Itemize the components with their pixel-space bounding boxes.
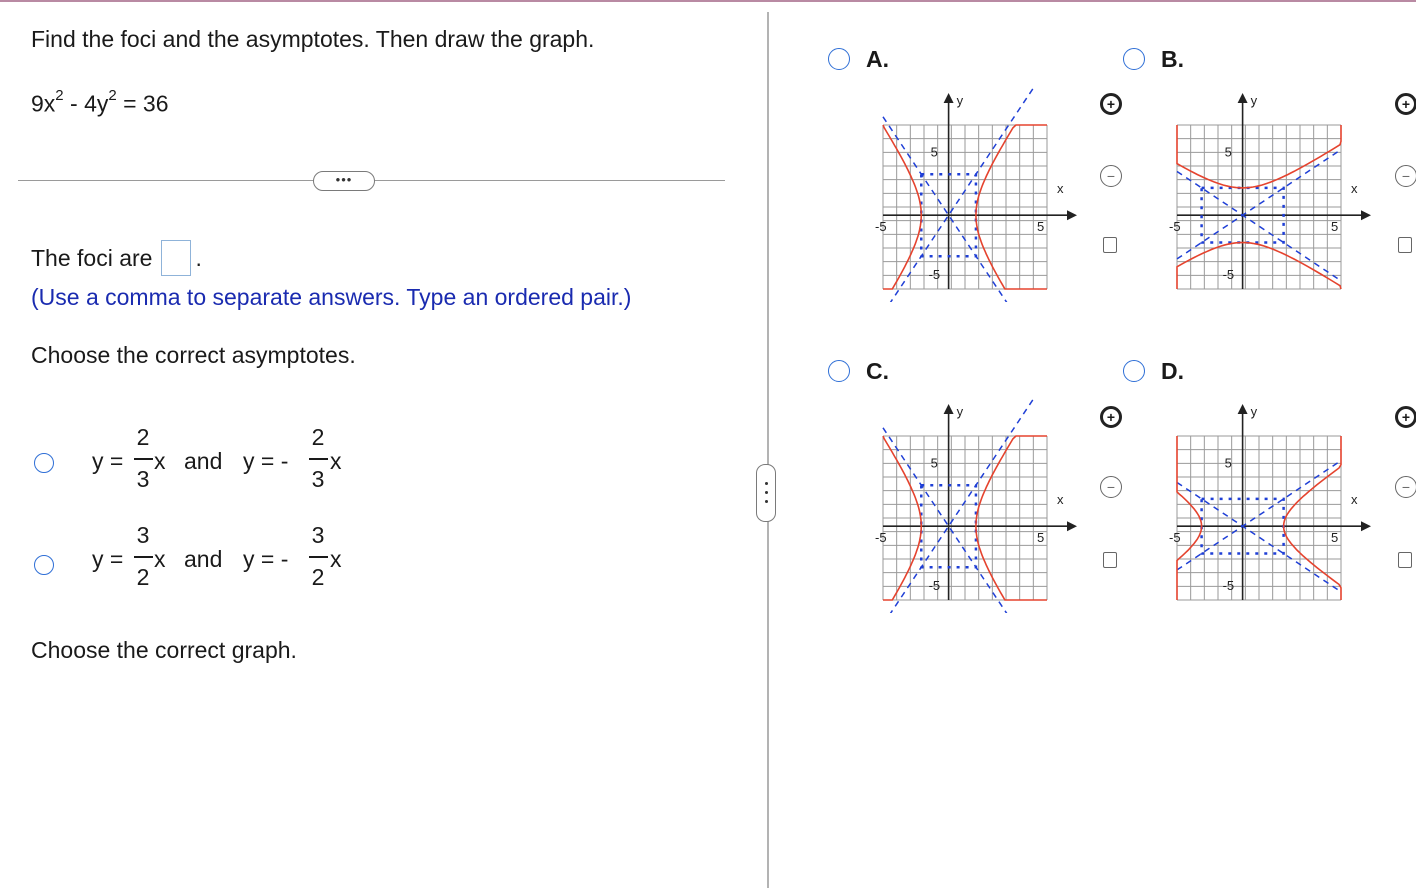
zoom-out-icon[interactable]: − — [1100, 165, 1122, 187]
numerator: 2 — [311, 424, 325, 450]
expand-icon[interactable] — [1398, 237, 1412, 253]
fraction-bar — [309, 556, 328, 558]
numerator: 3 — [136, 522, 150, 548]
fraction-bar — [134, 556, 153, 558]
x-axis-arrow-icon — [1067, 210, 1077, 220]
y-equals: y = — [92, 448, 124, 474]
numerator: 2 — [136, 424, 150, 450]
panel-splitter[interactable] — [767, 12, 769, 888]
foci-row — [31, 240, 202, 276]
asymptote-option-1[interactable] — [92, 424, 362, 494]
x-variable: x — [330, 546, 342, 572]
x-tick-label: -5 — [1169, 530, 1181, 546]
zoom-out-icon[interactable]: − — [1100, 476, 1122, 498]
x-axis-arrow-icon — [1067, 521, 1077, 531]
zoom-in-icon[interactable]: + — [1100, 406, 1122, 428]
numerator: 3 — [311, 522, 325, 548]
denominator: 3 — [311, 466, 325, 492]
x-axis-label: x — [1351, 181, 1358, 197]
x-tick-label: 5 — [1331, 219, 1339, 235]
y-axis-arrow-icon — [1238, 404, 1248, 414]
graph-option-a-label[interactable]: A. — [866, 46, 889, 72]
x-tick-label: 5 — [1331, 530, 1339, 546]
grid — [883, 436, 1047, 600]
graph-option-a-radio[interactable] — [828, 48, 850, 70]
y-equals: y = — [92, 546, 124, 572]
y-axis-arrow-icon — [944, 93, 954, 103]
asymptote-option-2-radio[interactable] — [34, 555, 54, 575]
x-tick-label: 5 — [1037, 530, 1045, 546]
zoom-in-icon[interactable]: + — [1395, 93, 1416, 115]
asymptote-option-1-radio[interactable] — [34, 453, 54, 473]
y-axis-label: y — [1250, 93, 1258, 108]
x-tick-label: 5 — [1037, 219, 1045, 235]
expand-icon[interactable] — [1103, 237, 1117, 253]
y-axis-arrow-icon — [944, 404, 954, 414]
y-axis-label: y — [956, 404, 964, 419]
graph-option-b[interactable] — [1166, 88, 1378, 302]
y-axis-label: y — [956, 93, 964, 108]
graph-option-c-radio[interactable] — [828, 360, 850, 382]
y-tick-label: 5 — [1224, 144, 1232, 160]
and-text: and — [184, 448, 223, 474]
x-axis-label: x — [1057, 181, 1064, 197]
graph-option-c[interactable] — [872, 399, 1084, 613]
handle-dot-icon — [765, 482, 768, 485]
hyperbola-equation: $9x^2 - 4y^2 = 36$ — [31, 87, 169, 117]
graph-option-b-radio[interactable] — [1123, 48, 1145, 70]
answer-hint: (Use a comma to separate answers. Type an ordered pair.) — [31, 284, 632, 310]
y-axis-arrow-icon — [1238, 93, 1248, 103]
graph-option-d-label[interactable]: D. — [1161, 358, 1184, 384]
panel-resize-handle[interactable] — [756, 464, 776, 522]
grid — [883, 125, 1047, 289]
asymptote-option-2[interactable] — [92, 522, 362, 592]
x-axis-arrow-icon — [1361, 210, 1371, 220]
graph-option-a[interactable] — [872, 88, 1084, 302]
y-tick-label: 5 — [930, 144, 938, 160]
x-axis-arrow-icon — [1361, 521, 1371, 531]
x-tick-label: -5 — [1169, 219, 1181, 235]
graph-option-d[interactable] — [1166, 399, 1378, 613]
y-tick-label: 5 — [930, 455, 938, 471]
denominator: 2 — [311, 564, 325, 590]
x-tick-label: -5 — [875, 530, 887, 546]
denominator: 2 — [136, 564, 150, 590]
handle-dot-icon — [765, 500, 768, 503]
x-variable: x — [330, 448, 342, 474]
foci-period: . — [195, 244, 202, 271]
fraction-bar — [309, 458, 328, 460]
handle-dot-icon — [765, 491, 768, 494]
y-tick-label: -5 — [928, 578, 941, 593]
denominator: 3 — [136, 466, 150, 492]
zoom-in-icon[interactable]: + — [1100, 93, 1122, 115]
more-button[interactable]: ••• — [313, 171, 375, 191]
x-axis-label: x — [1057, 492, 1064, 508]
y-axis-label: y — [1250, 404, 1258, 419]
expand-icon[interactable] — [1398, 552, 1412, 568]
foci-answer-input[interactable] — [161, 240, 191, 276]
x-axis-label: x — [1351, 492, 1358, 508]
y-equals-neg: y = - — [243, 546, 289, 572]
y-equals-neg: y = - — [243, 448, 289, 474]
y-tick-label: -5 — [1222, 578, 1235, 593]
zoom-out-icon[interactable]: − — [1395, 476, 1416, 498]
question-title: Find the foci and the asymptotes. Then draw the graph. — [31, 26, 595, 52]
expand-icon[interactable] — [1103, 552, 1117, 568]
fraction-bar — [134, 458, 153, 460]
and-text: and — [184, 546, 223, 572]
y-tick-label: 5 — [1224, 455, 1232, 471]
x-variable: x — [154, 546, 166, 572]
y-tick-label: -5 — [928, 267, 941, 282]
zoom-in-icon[interactable]: + — [1395, 406, 1416, 428]
graph-option-c-label[interactable]: C. — [866, 358, 889, 384]
y-tick-label: -5 — [1222, 267, 1235, 282]
x-tick-label: -5 — [875, 219, 887, 235]
x-variable: x — [154, 448, 166, 474]
graph-option-d-radio[interactable] — [1123, 360, 1145, 382]
zoom-out-icon[interactable]: − — [1395, 165, 1416, 187]
asymptote-prompt: Choose the correct asymptotes. — [31, 342, 356, 368]
graph-prompt: Choose the correct graph. — [31, 637, 297, 663]
foci-label: The foci are — [31, 244, 153, 271]
graph-option-b-label[interactable]: B. — [1161, 46, 1184, 72]
